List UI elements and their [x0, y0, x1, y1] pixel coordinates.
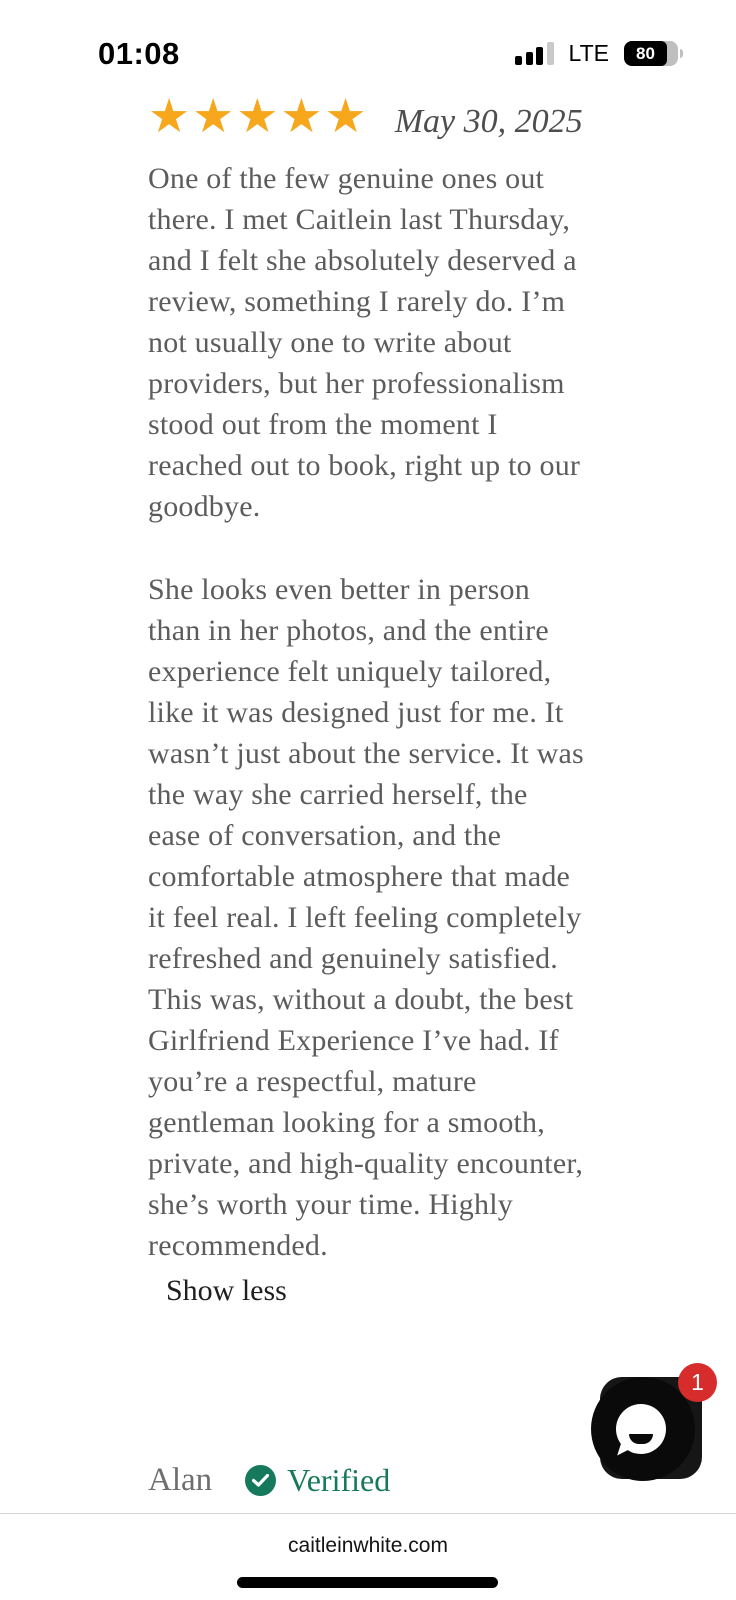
cellular-signal-icon	[515, 42, 554, 65]
battery-icon	[624, 41, 678, 66]
unread-count: 1	[691, 1369, 704, 1395]
review-card	[148, 89, 586, 1308]
clock: 01:08	[98, 36, 180, 71]
review-header	[148, 89, 586, 146]
verified-label: Verified	[287, 1462, 391, 1498]
battery-percent: 80	[636, 43, 655, 63]
home-indicator[interactable]	[237, 1577, 498, 1588]
status-bar	[0, 0, 736, 82]
verified-check-icon	[245, 1465, 276, 1496]
review-author-row	[148, 1462, 390, 1499]
unread-count-badge	[678, 1363, 717, 1402]
browser-bottom-bar	[0, 1513, 736, 1600]
address-bar[interactable]: caitleinwhite.com	[288, 1534, 448, 1557]
star-rating-icon: ★★★★★	[148, 89, 369, 144]
review-paragraph: She looks even better in person than in her photos, and the entire experience felt uniquely tailored, like it was designed just for me. It wasn’t just about the service. It was the way she carried herself, the ease of conversation, and the comfortable atmosphere that made it feel real. I left feeling completely refreshed and genuinely satisfied. This was, without a doubt, the best Girlfriend Experience I’ve had. If you’re a respectful, mature gentleman looking for a smooth, private, and high-quality encounter, she’s worth your time. Highly recommended.	[148, 573, 584, 1262]
chat-bubble-icon	[616, 1404, 666, 1454]
author-name: Alan	[148, 1462, 213, 1498]
review-paragraph: One of the few genuine ones out there. I met Caitlein last Thursday, and I felt she absolutely deserved a review, something I rarely do. I’m not usually one to write about providers, but her professionalism stood out from the moment I reached out to book, right up to our goodbye.	[148, 162, 581, 523]
review-body	[148, 158, 586, 1266]
network-type-label: LTE	[568, 40, 609, 66]
review-date: May 30, 2025	[394, 103, 583, 140]
chat-widget-button[interactable]	[600, 1369, 704, 1479]
show-less-link[interactable]: Show less	[166, 1274, 287, 1307]
